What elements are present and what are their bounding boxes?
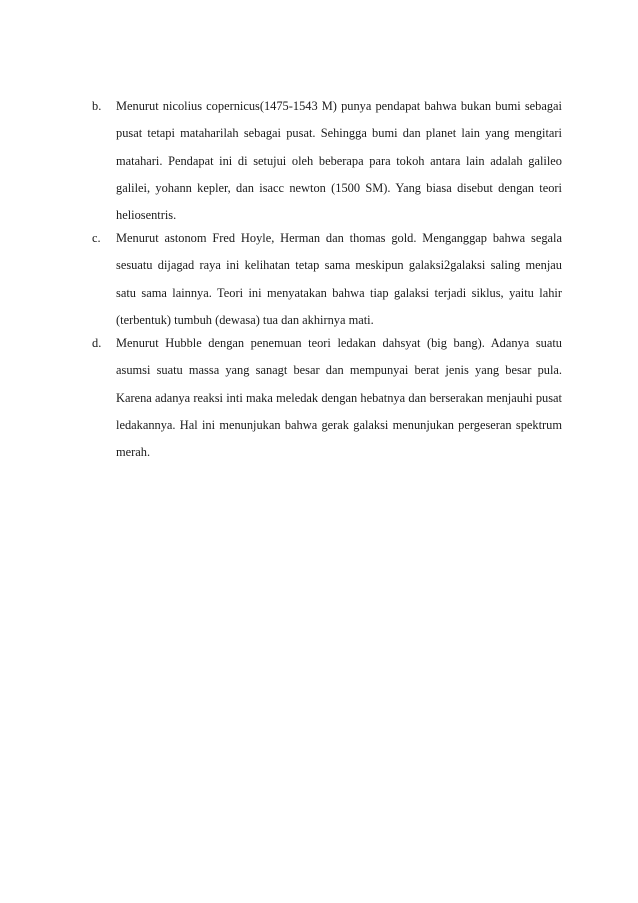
list-marker: d. [92,336,102,350]
list-marker: c. [92,231,101,245]
paragraph-steady-state: Menurut astonom Fred Hoyle, Herman dan thomas gold. Menganggap bahwa segala sesuatu dijagad raya ini kelihatan tetap sama meskipun galaksi2galaksi saling menjau satu sama lainnya. Teori ini menyatakan bahwa tiap galaksi terjadi siklus, yaitu lahir (terbentuk) tumbuh (dewasa) tua dan akhirnya mati. [116,231,562,327]
paragraph-big-bang: Menurut Hubble dengan penemuan teori ledakan dahsyat (big bang). Adanya suatu asumsi suatu massa yang sanagt besar dan mempunyai berat jenis yang besar pula. Karena adanya reaksi inti maka meledak dengan hebatnya dan berserakan menjauhi pusat ledakannya. Hal ini menunjukan bahwa gerak galaksi menunjukan pergeseran spektrum merah. [116,336,562,460]
paragraph-heliocentric: Menurut nicolius copernicus(1475-1543 M) punya pendapat bahwa bukan bumi sebagai pusat tetapi mataharilah sebagai pusat. Sehingga bumi dan planet lain yang mengitari matahari. Pendapat ini di setujui oleh beberapa para tokoh antara lain adalah galileo galilei, yohann kepler, dan isacc newton (1500 SM). Yang biasa disebut dengan teori heliosentris. [116,99,562,223]
list-marker: b. [92,99,102,113]
